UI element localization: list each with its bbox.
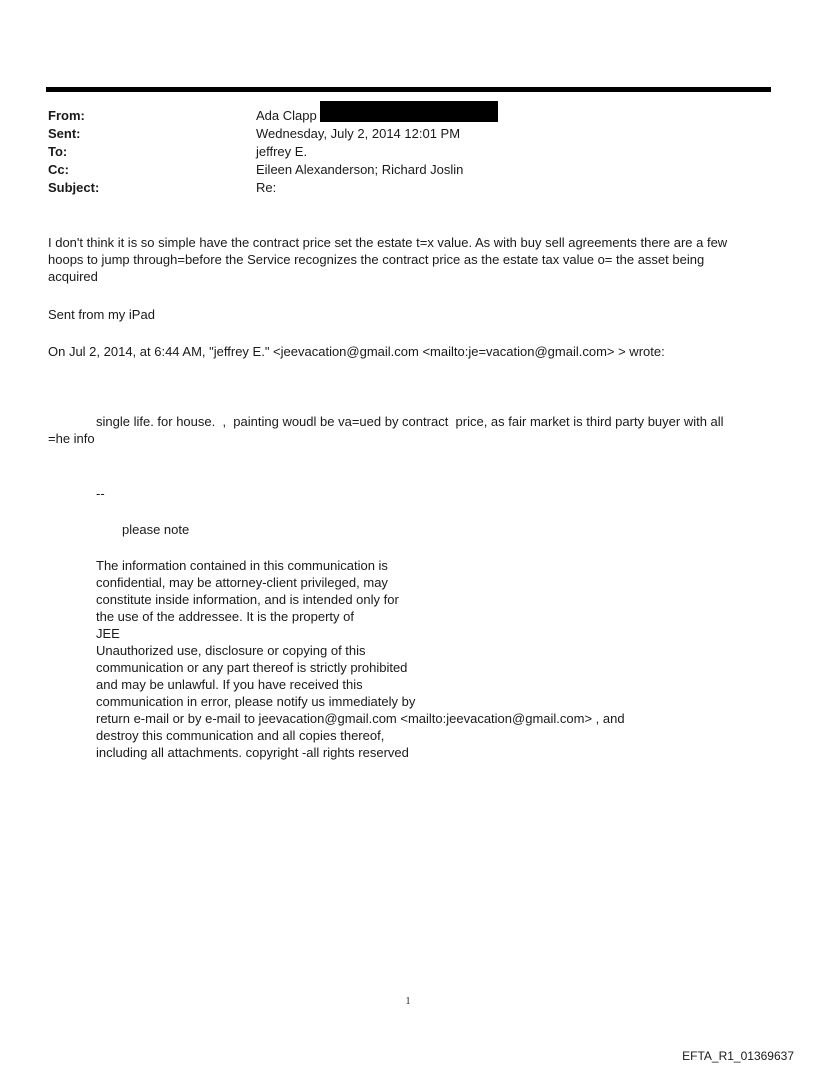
document-id: EFTA_R1_01369637	[682, 1049, 794, 1063]
please-note: please note	[122, 522, 190, 537]
subject-value: Re:	[256, 180, 277, 195]
quoted-message-line1: single life. for house. , painting woudl be va=ued by contract price, as fair market is third party buyer with all	[96, 414, 724, 429]
separator: --	[96, 486, 105, 501]
cc-value: Eileen Alexanderson; Richard Joslin	[256, 162, 464, 177]
confidentiality-disclaimer: The information contained in this communication is confidential, may be attorney-client privileged, may constitute inside information, and is intended only for the use of the addressee. It is the property of JEE Unauthorized use, disclosure or copying of this communication or any part thereof is strictly prohibited and may be unlawful. If you have received this communication in error, please notify us immediately by return e-mail or by e-mail to jeevacation@gmail.com <mailto:jeevacation@gmail.com> , and destroy this communication and all copies thereof, including all attachments. copyright -all rights reserved	[96, 558, 625, 760]
redaction-block	[320, 101, 498, 122]
sent-from-signature: Sent from my iPad	[48, 307, 155, 322]
from-value: Ada Clapp	[256, 108, 317, 123]
sent-label: Sent:	[48, 126, 81, 141]
subject-label: Subject:	[48, 180, 100, 195]
header-rule	[46, 87, 771, 92]
reply-paragraph: I don't think it is so simple have the contract price set the estate t=x value. As with buy sell agreements there are a few hoops to jump through=before the Service recognizes the contract price as the estate tax value o= the asset being acquired	[48, 235, 728, 284]
to-value: jeffrey E.	[256, 144, 308, 159]
to-label: To:	[48, 144, 68, 159]
cc-label: Cc:	[48, 162, 69, 177]
quoted-message-line2: =he info	[48, 431, 95, 446]
page-number: 1	[405, 996, 411, 1007]
sent-value: Wednesday, July 2, 2014 12:01 PM	[256, 126, 461, 141]
quote-intro: On Jul 2, 2014, at 6:44 AM, "jeffrey E." <jeevacation@gmail.com <mailto:je=vacation@gmail.com> > wrote:	[48, 344, 665, 359]
from-label: From:	[48, 108, 85, 123]
